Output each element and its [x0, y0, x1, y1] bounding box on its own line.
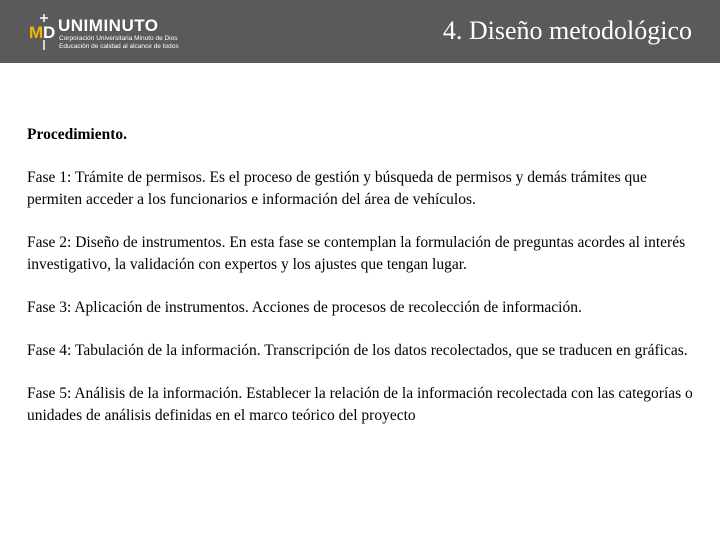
- slide-title: 4. Diseño metodológico: [442, 16, 692, 45]
- logo-subtitle-line2: Educación de calidad al alcance de todos: [59, 42, 179, 50]
- md-monogram-icon: [28, 12, 60, 52]
- header-bar: [0, 0, 720, 63]
- phase-3-text: Fase 3: Aplicación de instrumentos. Acciones de procesos de recolección de información.: [27, 299, 582, 316]
- phase-4-text: Fase 4: Tabulación de la información. Transcripción de los datos recolectados, que se traducen en gráficas.: [27, 342, 688, 359]
- svg-text:M: M: [29, 23, 44, 42]
- section-heading: Procedimiento.: [27, 126, 128, 143]
- logo-subtitle: [59, 35, 179, 50]
- phase-1-text: Fase 1: Trámite de permisos. Es el proceso de gestión y búsqueda de permisos y demás trámites que permiten acceder a los funcionarios e información del área de vehículos.: [27, 169, 647, 208]
- phase-5-text: Fase 5: Análisis de la información. Establecer la relación de la información recolectada con las categorías o unidades de análisis definidas en el marco teórico del proyecto: [27, 385, 693, 424]
- phase-2-text: Fase 2: Diseño de instrumentos. En esta fase se contemplan la formulación de preguntas acordes al interés investigativo, la validación con expertos y los ajustes que tengan lugar.: [27, 234, 686, 273]
- logo-subtitle-line1: Corporación Universitaria Minuto de Dios: [59, 35, 178, 42]
- svg-text:D: D: [43, 23, 56, 42]
- slide-body: [27, 124, 697, 448]
- logo-name: UNIMINUTO: [58, 16, 159, 35]
